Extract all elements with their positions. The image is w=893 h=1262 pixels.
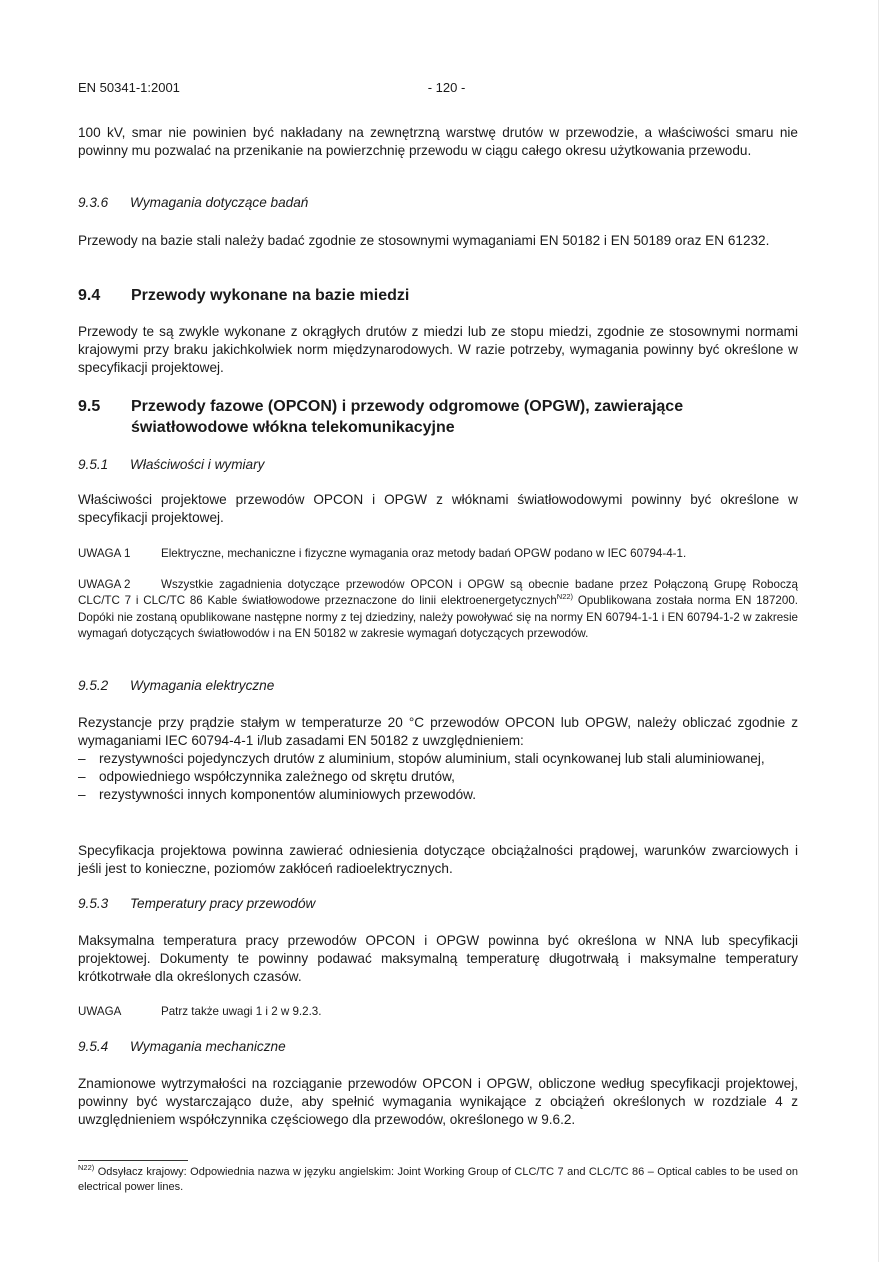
heading-9-5 [78, 396, 798, 438]
section-number: 9.4 [78, 287, 101, 304]
section-title: Przewody wykonane na bazie miedzi [131, 287, 410, 304]
footnote-ref: N22) [556, 592, 574, 602]
section-title: Wymagania mechaniczne [130, 1039, 286, 1054]
paragraph-9-5-4: Znamionowe wytrzymałości na rozciąganie przewodów OPCON i OPGW, obliczone według specyfikacji projektowej, powinny być wystarczająco duże, aby spełnić wymagania wynikające z obciążeń określonych w rozdziale 4 z uwzględnieniem współczynnika częściowego dla przewodów, określonego w 9.6.2. [78, 1076, 798, 1127]
footnote-divider [78, 1160, 188, 1161]
note-2 [78, 577, 798, 642]
requirements-list [78, 750, 798, 804]
intro-paragraph: 100 kV, smar nie powinien być nakładany na zewnętrzną warstwę drutów w przewodzie, a właściwości smaru nie powinny mu pozwalać na przenikanie na powierzchnię przewodu w ciągu całego okresu użytkowania przewodu. [78, 125, 798, 158]
section-number: 9.5.4 [78, 1039, 109, 1054]
section-title: Przewody fazowe (OPCON) i przewody odgromowe (OPGW), zawierające światłowodowe włókna telekomunikacyjne [131, 398, 684, 436]
paragraph-9-5-2: Rezystancje przy prądzie stałym w temperaturze 20 °C przewodów OPCON lub OPGW, należy obliczać zgodnie z wymaganiami IEC 60794-4-1 i/lub zasadami EN 50182 z uwzględnieniem: – rezystywności pojedynczych drutów z aluminium, stopów aluminium, stali ocynkowanej lub stali aluminiowanej, – odpowiedniego współczynnika zależnego od skrętu drutów, – rezystywności innych komponentów aluminiowych przewodów. [78, 714, 798, 804]
heading-9-3-6 [78, 194, 308, 212]
footnote-text: Odsyłacz krajowy: Odpowiednia nazwa w języku angielskim: Joint Working Group of CLC/TC 7 and CLC/TC 86 – Optical cables to be used on electrical power lines. [78, 1166, 798, 1193]
heading-9-4 [78, 285, 798, 306]
paragraph-9-3-6: Przewody na bazie stali należy badać zgodnie ze stosownymi wymaganiami EN 50182 i EN 50189 oraz EN 61232. [78, 233, 770, 248]
section-title: Temperatury pracy przewodów [130, 896, 316, 911]
heading-9-5-4 [78, 1038, 286, 1056]
section-number: 9.3.6 [78, 195, 109, 210]
section-number: 9.5 [78, 398, 101, 415]
page-number: - 120 - [427, 80, 466, 95]
note-text: Elektryczne, mechaniczne i fizyczne wymagania oraz metody badań OPGW podano w IEC 60794-4-1. [161, 547, 687, 560]
note-text-a: Wszystkie zagadnienia dotyczące przewodów OPCON i OPGW są obecnie badane przez Połączoną Grupę Roboczą CLC/TC 7 i CLC/TC 86 Kable światłowodowe przeznaczone do linii elektroenergetycznych [78, 578, 798, 608]
paragraph-9-5-1: Właściwości projektowe przewodów OPCON i OPGW z włóknami światłowodowymi powinny być określone w specyfikacji projektowej. [78, 492, 798, 525]
section-title: Wymagania dotyczące badań [130, 195, 309, 210]
list-item: – odpowiedniego współczynnika zależnego od skrętu drutów, [78, 768, 798, 786]
note-text-b: Opublikowana została norma EN 187200. Dopóki nie zostaną opublikowane następne normy z tej dziedziny, należy powoływać się na normy EN 60794-1-1 i EN 60794-1-2 w zakresie wymagań dotyczących światłowodów i na EN 50182 w zakresie wymagań dotyczących przewodów. [78, 594, 798, 640]
scan-edge [878, 0, 879, 1262]
paragraph-9-5-2b: Specyfikacja projektowa powinna zawierać odniesienia dotyczące obciążalności prądowej, warunków zwarciowych i jeśli jest to konieczne, poziomów zakłóceń radioelektrycznych. [78, 843, 798, 876]
section-title: Właściwości i wymiary [130, 457, 265, 472]
note-label: UWAGA [78, 1005, 122, 1018]
paragraph-9-5-3: Maksymalna temperatura pracy przewodów OPCON i OPGW powinna być określona w NNA lub specyfikacji projektowej. Dokumenty te powinny podawać maksymalną temperaturę długotrwałą i maksymalne temperatury krótkotrwałe dla określonych czasów. [78, 933, 798, 984]
section-number: 9.5.2 [78, 678, 109, 693]
section-number: 9.5.3 [78, 896, 109, 911]
list-item: – rezystywności pojedynczych drutów z aluminium, stopów aluminium, stali ocynkowanej lub stali aluminiowanej, [78, 750, 798, 768]
heading-9-5-2 [78, 677, 274, 695]
note-label: UWAGA 1 [78, 547, 131, 560]
note-9-5-3 [78, 1004, 798, 1020]
section-number: 9.5.1 [78, 457, 109, 472]
heading-9-5-3 [78, 895, 315, 913]
paragraph-9-4: Przewody te są zwykle wykonane z okrągłych drutów z miedzi lub ze stopu miedzi, zgodnie ze stosownymi normami krajowymi przy braku jakichkolwiek norm międzynarodowych. W razie potrzeby, wymagania powinny być określone w specyfikacji projektowej. [78, 324, 798, 375]
document-id: EN 50341-1:2001 [78, 80, 180, 95]
footnote [78, 1165, 798, 1195]
heading-9-5-1 [78, 456, 264, 474]
note-1 [78, 546, 798, 562]
footnote-mark: N22) [78, 1163, 95, 1172]
note-label: UWAGA 2 [78, 578, 131, 591]
list-item: – rezystywności innych komponentów aluminiowych przewodów. [78, 786, 798, 804]
note-text: Patrz także uwagi 1 i 2 w 9.2.3. [161, 1005, 322, 1018]
section-title: Wymagania elektryczne [130, 678, 275, 693]
